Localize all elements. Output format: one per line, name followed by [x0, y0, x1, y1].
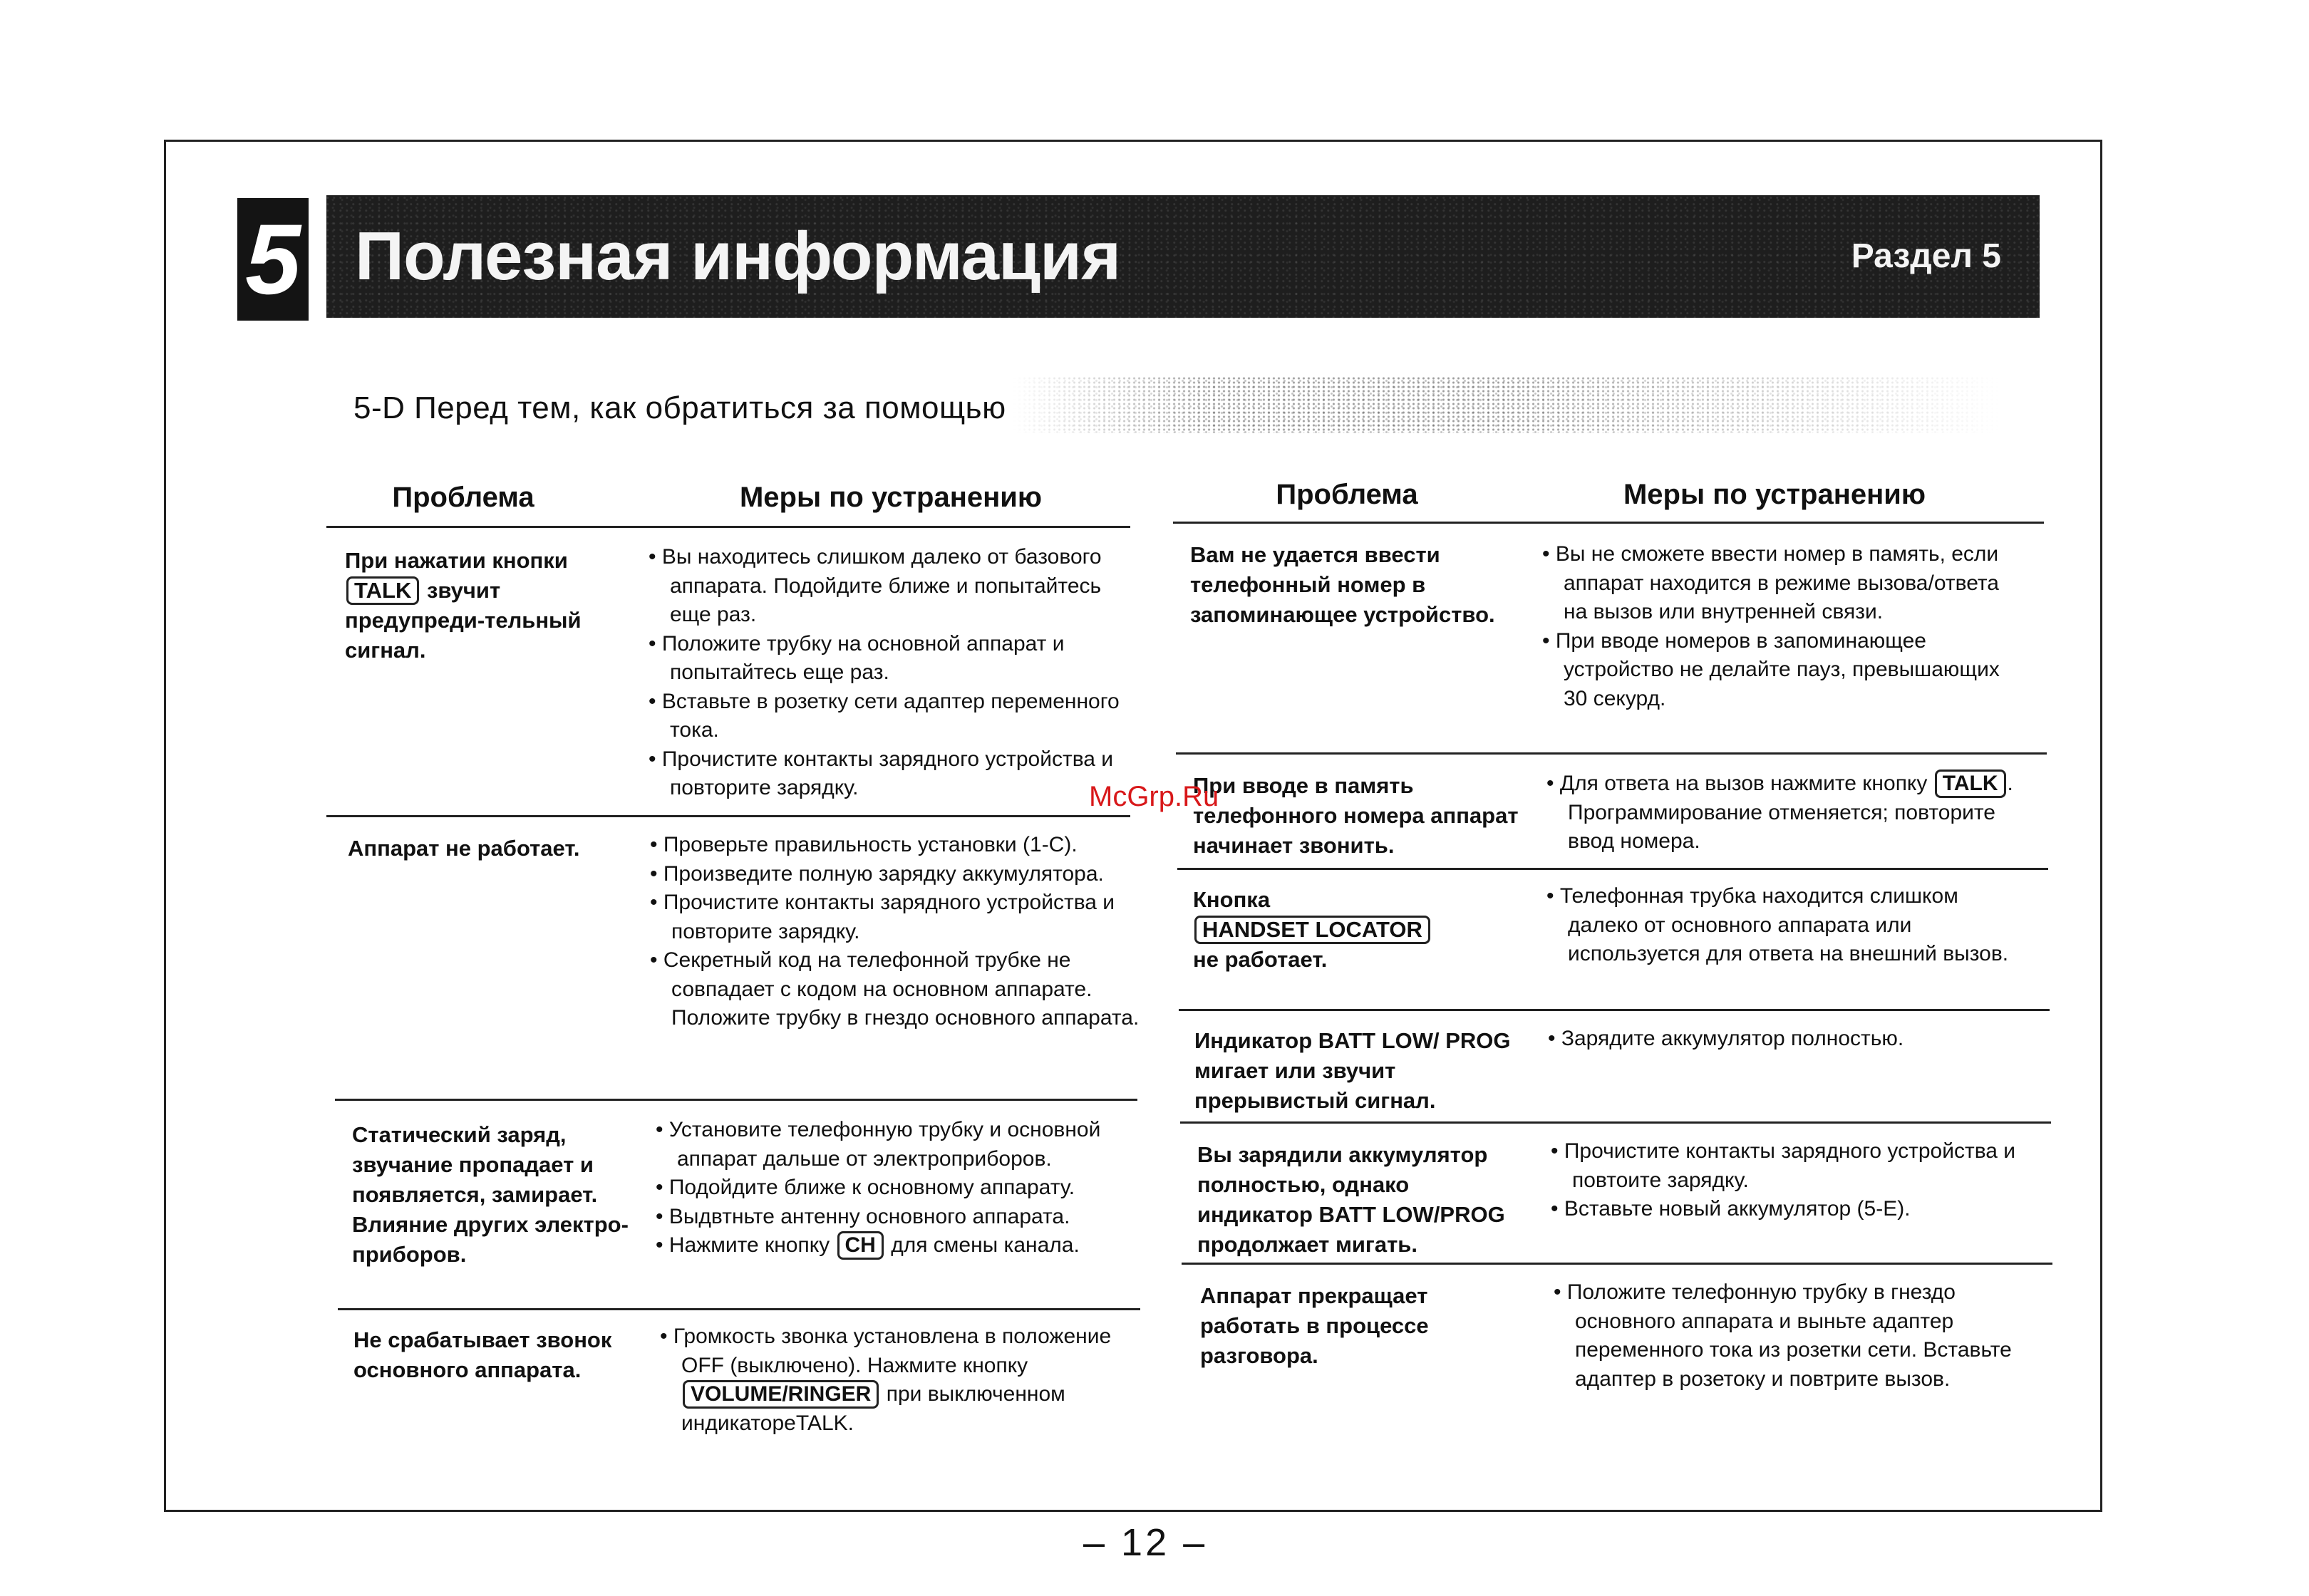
list-item: • Положите телефонную трубку в гнездо основного аппарата и выньте адаптер переменного тока из розетки сети. Вставьте адаптер в розетоку и повтрите вызов. — [1554, 1278, 2024, 1394]
subsection-title: 5-D Перед тем, как обратиться за помощью — [353, 390, 1006, 425]
left-row-1-remedies — [649, 543, 1133, 803]
list-item: • Произведите полную зарядку аккумулятора. — [650, 860, 1142, 889]
left-row-rule — [338, 1308, 1140, 1310]
section-number-badge: 5 — [237, 198, 309, 321]
left-row-rule — [326, 815, 1130, 817]
list-item: • Прочистите контакты зарядного устройства и повтоите зарядку. — [1551, 1137, 2021, 1195]
list-item: • Нажмите кнопку CH для смены канала. — [656, 1231, 1140, 1260]
list-item: • Вы находитесь слишком далеко от базового аппарата. Подойдите ближе и попытайтесь еще раз. — [649, 543, 1133, 630]
talk-key-label: TALK — [346, 576, 419, 605]
left-row-3-remedies — [656, 1116, 1140, 1260]
left-problem-header: Проблема — [392, 482, 534, 513]
list-item: • Вставьте в розетку сети адаптер переменного тока. — [649, 688, 1133, 745]
right-row-3-problem: Кнопка HANDSET LOCATOR не работает. — [1193, 885, 1521, 975]
handset-locator-key-label: HANDSET LOCATOR — [1194, 916, 1430, 944]
list-item: • Подойдите ближе к основному аппарату. — [656, 1173, 1140, 1203]
list-item: • Выдвтньте антенну основного аппарата. — [656, 1203, 1140, 1232]
right-row-2-remedies — [1546, 770, 2017, 856]
list-item: • При вводе номеров в запоминающее устройство не делайте пауз, превышающих 30 секурд. — [1542, 627, 2020, 714]
right-row-rule — [1180, 1121, 2051, 1124]
volume-ringer-key-label: VOLUME/RINGER — [683, 1380, 879, 1409]
right-row-1-remedies — [1542, 540, 2020, 713]
left-remedy-header: Меры по устранению — [739, 482, 1043, 513]
right-row-1-problem: Вам не удается ввести телефонный номер в запоминающее устройство. — [1190, 542, 1495, 627]
right-row-4-problem: Индикатор BATT LOW/ PROG мигает или звучит прерывистый сигнал. — [1194, 1028, 1511, 1113]
list-item: • Установите телефонную трубку и основной аппарат дальше от электроприборов. — [656, 1116, 1140, 1173]
right-row-4-remedies — [1548, 1025, 2018, 1054]
page-title: Полезная информация — [355, 218, 1121, 294]
talk-key-label: TALK — [1935, 770, 2006, 798]
left-header-rule — [326, 526, 1130, 528]
right-row-rule — [1177, 868, 2048, 870]
left-row-4-remedies — [660, 1322, 1130, 1438]
list-item: • Проверьте правильность установки (1-С). — [650, 831, 1142, 860]
list-item: • Для ответа на вызов нажмите кнопку TALK . Программирование отменяется; повторите ввод номера. — [1546, 770, 2017, 856]
list-item: • Громкость звонка установлена в положение OFF (выключено). Нажмите кнопку VOLUME/RINGER при выключенном индикатореTALK. — [660, 1322, 1130, 1438]
list-item: • Секретный код на телефонной трубке не совпадает с кодом на основном аппарате. Положите трубку в гнездо основного аппарата. — [650, 946, 1142, 1033]
right-row-rule — [1182, 1263, 2052, 1265]
section-label: Раздел 5 — [1851, 237, 2001, 275]
list-item: • Вы не сможете ввести номер в память, если аппарат находится в режиме вызова/ответа на вызов или внутренней связи. — [1542, 540, 2020, 627]
watermark: McGrp.Ru — [1089, 781, 1219, 812]
list-item: • Положите трубку на основной аппарат и попытайтесь еще раз. — [649, 630, 1133, 688]
header-band — [326, 195, 2040, 318]
left-row-4-problem: Не срабатывает звонок основного аппарата. — [353, 1327, 612, 1382]
right-row-6-problem: Аппарат прекращает работать в процессе разговора. — [1200, 1283, 1429, 1368]
right-problem-header: Проблема — [1276, 479, 1418, 510]
right-row-5-remedies — [1551, 1137, 2021, 1224]
right-row-6-remedies — [1554, 1278, 2024, 1394]
subsection-halftone-decoration — [1012, 376, 2003, 433]
right-row-rule — [1179, 1009, 2050, 1011]
right-row-rule — [1176, 752, 2047, 755]
list-item: • Прочистите контакты зарядного устройства и повторите зарядку. — [649, 745, 1133, 803]
right-remedy-header: Меры по устранению — [1623, 479, 1926, 510]
left-row-2-remedies — [650, 831, 1142, 1033]
list-item: • Телефонная трубка находится слишком далеко от основного аппарата или используется для ответа на внешний вызов. — [1546, 882, 2024, 969]
ch-key-label: CH — [837, 1231, 884, 1260]
list-item: • Прочистите контакты зарядного устройства и повторите зарядку. — [650, 888, 1142, 946]
right-header-rule — [1173, 522, 2044, 524]
page-number: – 12 – — [1083, 1521, 1208, 1564]
list-item: • Зарядите аккумулятор полностью. — [1548, 1025, 2018, 1054]
left-row-2-problem: Аппарат не работает. — [348, 836, 580, 861]
left-row-3-problem: Статический заряд, звучание пропадает и появляется, замирает. Влияние других электро-приборов. — [352, 1122, 629, 1267]
right-row-3-remedies — [1546, 882, 2024, 969]
list-item: • Вставьте новый аккумулятор (5-Е). — [1551, 1195, 2021, 1224]
left-row-rule — [335, 1099, 1137, 1101]
right-row-2-problem: При вводе в память телефонного номера аппарат начинает звонить. — [1193, 773, 1519, 858]
left-row-1-problem: При нажатии кнопки TALK звучит предупреди-тельный сигнал. — [345, 548, 582, 663]
right-row-5-problem: Вы зарядили аккумулятор полностью, однако индикатор BATT LOW/PROG продолжает мигать. — [1197, 1142, 1505, 1257]
